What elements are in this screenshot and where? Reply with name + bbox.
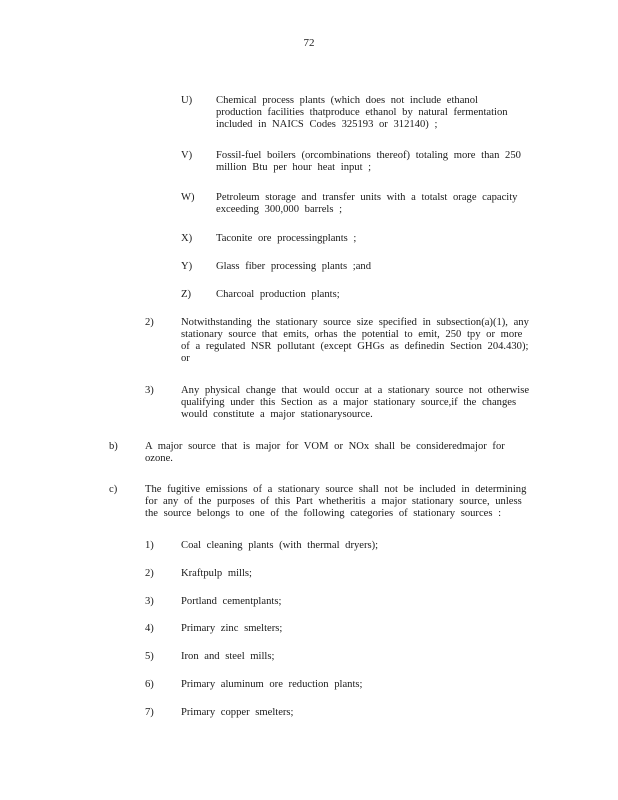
item-text: Taconite ore processingplants ; [216, 233, 357, 244]
item-label: X) [181, 233, 193, 244]
item-label: Z) [181, 289, 191, 300]
item-label: 2) [145, 568, 154, 579]
item-label: b) [109, 441, 118, 452]
item-label: U) [181, 95, 193, 106]
item-text: Primary aluminum ore reduction plants; [181, 679, 363, 690]
item-text: Glass fiber processing plants ;and [216, 261, 371, 272]
item-label: c) [109, 484, 118, 495]
item-label: 2) [145, 317, 154, 328]
item-text: Portland cementplants; [181, 596, 282, 607]
item-text: Fossil-fuel boilers (orcombinations thereof) totaling more than 250 million Btu per hour heat input ; [216, 150, 521, 173]
item-label: 4) [145, 623, 154, 634]
item-text: Notwithstanding the stationary source size specified in subsection(a)(1), any stationary source that emits, orhas the potential to emit, 250 tpy or more of a regulated NSR pollutant (except GHGs as definedin Section 204.430); or [181, 317, 529, 364]
item-label: V) [181, 150, 193, 161]
item-text: Primary copper smelters; [181, 707, 294, 718]
item-label: 3) [145, 596, 154, 607]
item-text: Iron and steel mills; [181, 651, 275, 662]
item-label: 7) [145, 707, 154, 718]
item-text: Coal cleaning plants (with thermal dryers); [181, 540, 379, 551]
item-text: Chemical process plants (which does not include ethanol production facilities thatproduce ethanol by natural fermentation included in NAICS Codes 325193 or 312140) ; [216, 95, 508, 130]
item-text: A major source that is major for VOM or NOx shall be consideredmajor for ozone. [145, 441, 505, 464]
item-label: W) [181, 192, 195, 203]
item-text: The fugitive emissions of a stationary source shall not be included in determining for any of the purposes of this Part whetheritis a major stationary source, unless the source belongs to one of the following categories of stationary sources : [145, 484, 527, 519]
item-label: Y) [181, 261, 193, 272]
page-number: 72 [303, 37, 315, 49]
item-text: Any physical change that would occur at a stationary source not otherwise qualifying under this Section as a major stationary source,if the changes would constitute a major stationarysource. [181, 385, 530, 420]
item-text: Kraftpulp mills; [181, 568, 252, 579]
item-label: 1) [145, 540, 154, 551]
item-label: 5) [145, 651, 154, 662]
item-label: 3) [145, 385, 154, 396]
item-label: 6) [145, 679, 154, 690]
item-text: Charcoal production plants; [216, 289, 340, 300]
item-text: Petroleum storage and transfer units with a totalst orage capacity exceeding 300,000 barrels ; [216, 192, 518, 215]
item-text: Primary zinc smelters; [181, 623, 283, 634]
